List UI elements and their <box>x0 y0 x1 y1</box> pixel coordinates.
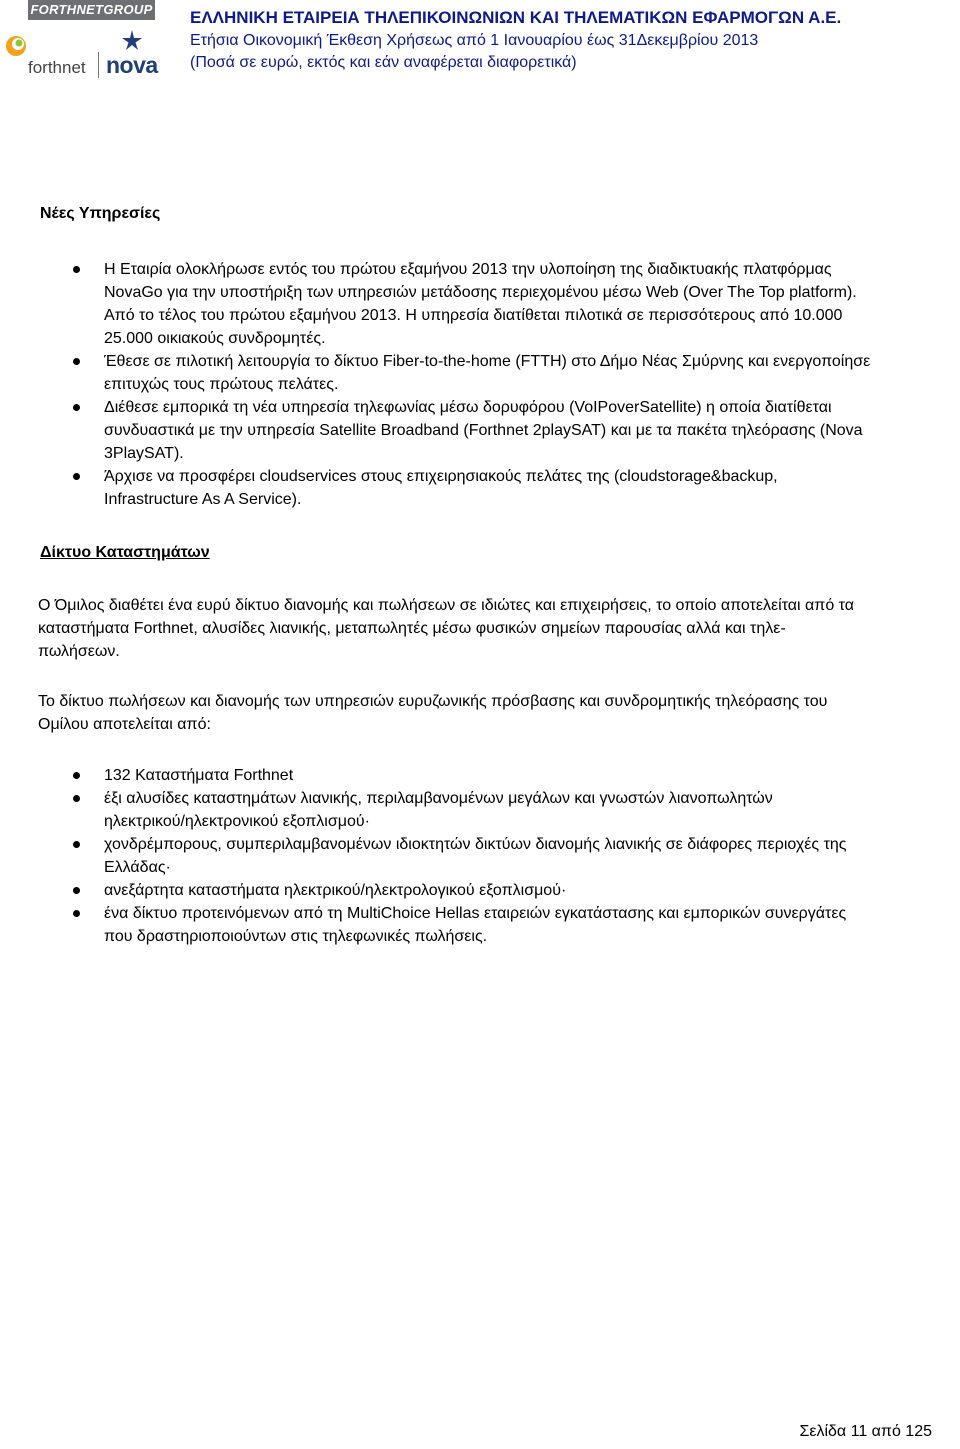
list-item-line: που δραστηριοποιούντων στις τηλεφωνικές πωλήσεις. <box>104 928 488 945</box>
bullet-icon <box>73 404 80 411</box>
bullet-icon <box>73 266 80 273</box>
bullet-icon <box>73 795 80 802</box>
forthnet-group-logo: FORTHNETGROUP <box>28 0 155 20</box>
store-network-paragraph-1 <box>38 594 958 663</box>
list-item-line: Από το τέλος του πρώτου εξαμήνου 2013. Η υπηρεσία διατίθεται πιλοτικά σε περισσότερους από 10.000 <box>104 307 843 324</box>
paragraph-line: καταστήματα Forthnet, αλυσίδες λιανικής, μεταπωλητές μέσω φυσικών σημείων παρουσίας αλλά και τηλε- <box>38 620 786 637</box>
page-header <box>0 0 960 90</box>
list-item-line: ένα δίκτυο προτεινόμενων από τη MultiChoice Hellas εταιρειών εγκατάστασης και εμπορικών συνεργάτες <box>104 905 847 922</box>
nova-logo <box>106 28 170 80</box>
company-name: ΕΛΛΗΝΙΚΗ ΕΤΑΙΡΕΙΑ ΤΗΛΕΠΙΚΟΙΝΩΝΙΩΝ ΚΑΙ ΤΗΛΕΜΑΤΙΚΩΝ ΕΦΑΡΜΟΓΩΝ Α.Ε. <box>190 8 842 27</box>
logo-divider <box>98 52 99 78</box>
list-item-line: συνδυαστικά με την υπηρεσία Satellite Broadband (Forthnet 2playSAT) και με τα πακέτα τηλεόρασης (Nova <box>104 422 863 439</box>
page-number: Σελίδα 11 από 125 <box>799 1423 932 1440</box>
store-network-heading: Δίκτυο Καταστημάτων <box>40 544 210 561</box>
bullet-icon <box>73 772 80 779</box>
paragraph-line: πωλήσεων. <box>38 643 120 660</box>
list-item-line: Ελλάδας· <box>104 859 171 876</box>
paragraph-line: Ο Όμιλος διαθέτει ένα ευρύ δίκτυο διανομής και πωλήσεων σε ιδιώτες και επιχειρήσεις, το οποίο αποτελείται από τα <box>38 597 855 614</box>
list-item-line: χονδρέμπορους, συμπεριλαμβανομένων ιδιοκτητών δικτύων διανομής λιανικής σε διάφορες περιοχές της <box>104 836 847 853</box>
bullet-icon <box>73 841 80 848</box>
report-subtitle <box>190 30 758 74</box>
list-item <box>0 350 960 396</box>
list-item-line: Διέθεσε εμπορικά τη νέα υπηρεσία τηλεφωνίας μέσω δορυφόρου (VoIPoverSatellite) η οποία διατίθεται <box>104 399 832 416</box>
new-services-heading: Νέες Υπηρεσίες <box>40 205 161 222</box>
report-title: Ετήσια Οικονομική Έκθεση Χρήσεως από 1 Ιανουαρίου έως 31Δεκεμβρίου 2013 <box>190 32 759 49</box>
nova-star-icon <box>120 30 144 52</box>
list-item <box>0 833 960 879</box>
list-item-line: ηλεκτρικού/ηλεκτρονικού εξοπλισμού· <box>104 813 370 830</box>
nova-wordmark: nova <box>106 52 158 78</box>
list-item <box>0 396 960 465</box>
paragraph-line: Το δίκτυο πωλήσεων και διανομής των υπηρεσιών ευρυζωνικής πρόσβασης και συνδρομητικής τηλεόρασης του <box>38 693 828 710</box>
list-item <box>0 258 960 350</box>
list-item-line: Άρχισε να προσφέρει cloudservices στους επιχειρησιακούς πελάτες της (cloudstorage&backup, <box>104 468 778 485</box>
forthnet-wordmark: forthnet <box>28 58 86 77</box>
list-item-line: 3PlaySAT). <box>104 445 184 462</box>
list-item-line: Infrastructure As A Service). <box>104 491 302 508</box>
list-item-line: Η Εταιρία ολοκλήρωσε εντός του πρώτου εξαμήνου 2013 την υλοποίηση της διαδικτυακής πλατφόρμας <box>104 261 832 278</box>
list-item <box>0 879 960 902</box>
list-item-line: έξι αλυσίδες καταστημάτων λιανικής, περιλαμβανομένων μεγάλων και γνωστών λιανοπωλητών <box>104 790 773 807</box>
bullet-icon <box>73 910 80 917</box>
list-item <box>0 764 960 787</box>
forthnet-logo <box>0 28 90 80</box>
list-item-line: Έθεσε σε πιλοτική λειτουργία το δίκτυο Fiber-to-the-home (FTTH) στο Δήμο Νέας Σμύρνης και ενεργοποίησε <box>104 353 871 370</box>
list-item-line: NovaGo για την υποστήριξη των υπηρεσιών μετάδοσης περιεχομένου μέσω Web (Over The Top platform). <box>104 284 857 301</box>
list-item <box>0 787 960 833</box>
store-network-paragraph-2 <box>38 690 958 736</box>
new-services-list <box>0 258 960 511</box>
bullet-icon <box>73 358 80 365</box>
list-item-line: επιτυχώς τους πρώτους πελάτες. <box>104 376 339 393</box>
list-item-line: 132 Καταστήματα Forthnet <box>104 767 294 784</box>
forthnet-swirl-icon <box>4 34 28 58</box>
store-network-list <box>0 764 960 948</box>
bullet-icon <box>73 473 80 480</box>
list-item-line: ανεξάρτητα καταστήματα ηλεκτρικού/ηλεκτρολογικού εξοπλισμού· <box>104 882 567 899</box>
list-item <box>0 902 960 948</box>
paragraph-line: Ομίλου αποτελείται από: <box>38 716 211 733</box>
currency-note: (Ποσά σε ευρώ, εκτός και εάν αναφέρεται διαφορετικά) <box>190 54 577 71</box>
brand-logos <box>0 28 170 80</box>
list-item <box>0 465 960 511</box>
bullet-icon <box>73 887 80 894</box>
list-item-line: 25.000 οικιακούς συνδρομητές. <box>104 330 326 347</box>
